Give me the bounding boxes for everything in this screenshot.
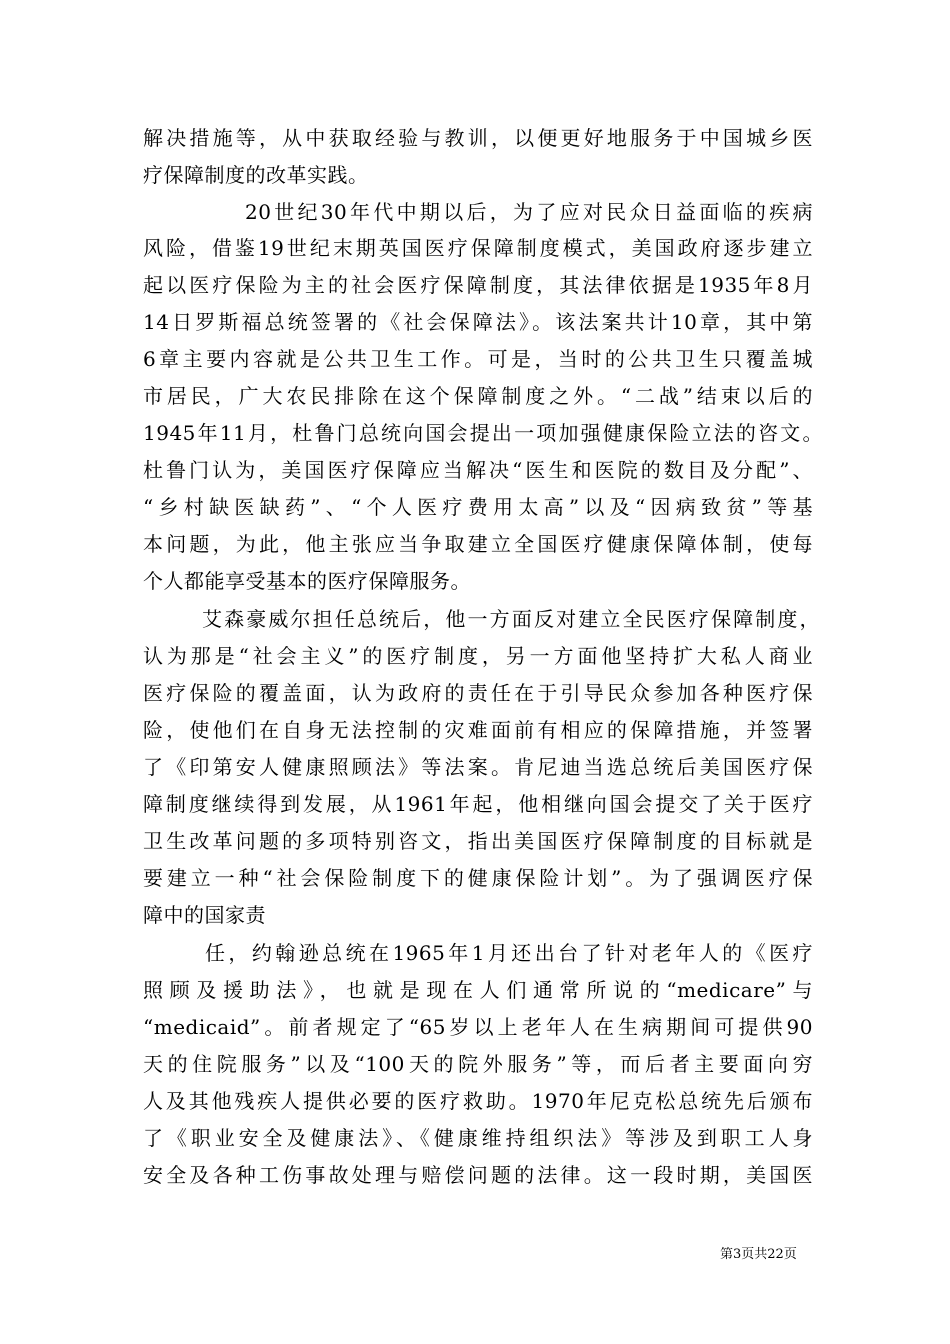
text-line: 险，使他们在自身无法控制的灾难面前有相应的保障措施，并签署 [143, 718, 813, 742]
text-line: “medicaid”。前者规定了“65岁以上老年人在生病期间可提供90 [143, 1015, 813, 1039]
text-line: 了《印第安人健康照顾法》等法案。肯尼迪当选总统后美国医疗保 [143, 755, 813, 779]
text-line: 安全及各种工伤事故处理与赔偿问题的法律。这一段时期，美国医 [143, 1163, 813, 1187]
page-number-footer: 第3页共22页 [720, 1247, 797, 1262]
text-line: 照顾及援助法》，也就是现在人们通常所说的“medicare”与 [143, 978, 813, 1002]
text-line: 障中的国家责 [143, 903, 266, 927]
text-line: 要建立一种“社会保险制度下的健康保险计划”。为了强调医疗保 [143, 866, 813, 890]
text-line: 卫生改革问题的多项特别咨文，指出美国医疗保障制度的目标就是 [143, 829, 813, 853]
text-line: 疗保障制度的改革实践。 [143, 163, 369, 187]
text-line: 天的住院服务”以及“100天的院外服务”等，而后者主要面向穷 [143, 1052, 813, 1076]
text-line: “乡村缺医缺药”、“个人医疗费用太高”以及“因病致贫”等基 [143, 495, 813, 519]
text-line: 起以医疗保险为主的社会医疗保障制度，其法律依据是1935年8月 [143, 273, 813, 297]
text-line: 障制度继续得到发展，从1961年起，他相继向国会提交了关于医疗 [143, 792, 813, 816]
text-line: 6章主要内容就是公共卫生工作。可是，当时的公共卫生只覆盖城 [143, 347, 813, 371]
text-line: 解决措施等，从中获取经验与教训，以便更好地服务于中国城乡医 [143, 126, 813, 150]
text-line: 认为那是“社会主义”的医疗制度，另一方面他坚持扩大私人商业 [143, 644, 813, 668]
text-line: 市居民，广大农民排除在这个保障制度之外。“二战”结束以后的 [143, 384, 813, 408]
text-line: 杜鲁门认为，美国医疗保障应当解决“医生和医院的数目及分配”、 [143, 458, 813, 482]
text-line: 风险，借鉴19世纪末期英国医疗保障制度模式，美国政府逐步建立 [143, 236, 813, 260]
text-line: 人及其他残疾人提供必要的医疗救助。1970年尼克松总统先后颁布 [143, 1089, 813, 1113]
text-line: 个人都能享受基本的医疗保障服务。 [143, 569, 471, 593]
text-line: 1945年11月，杜鲁门总统向国会提出一项加强健康保险立法的咨文。 [143, 421, 823, 445]
text-line: 本问题，为此，他主张应当争取建立全国医疗健康保障体制，使每 [143, 532, 813, 556]
text-line: 医疗保险的覆盖面，认为政府的责任在于引导民众参加各种医疗保 [143, 681, 813, 705]
text-line: 20世纪30年代中期以后，为了应对民众日益面临的疾病 [245, 200, 813, 224]
text-line: 了《职业安全及健康法》、《健康维持组织法》等涉及到职工人身 [143, 1126, 813, 1150]
text-line: 任，约翰逊总统在1965年1月还出台了针对老年人的《医疗 [205, 941, 813, 965]
text-line: 14日罗斯福总统签署的《社会保障法》。该法案共计10章，其中第 [143, 310, 813, 334]
text-line: 艾森豪威尔担任总统后，他一方面反对建立全民医疗保障制度， [202, 607, 820, 631]
